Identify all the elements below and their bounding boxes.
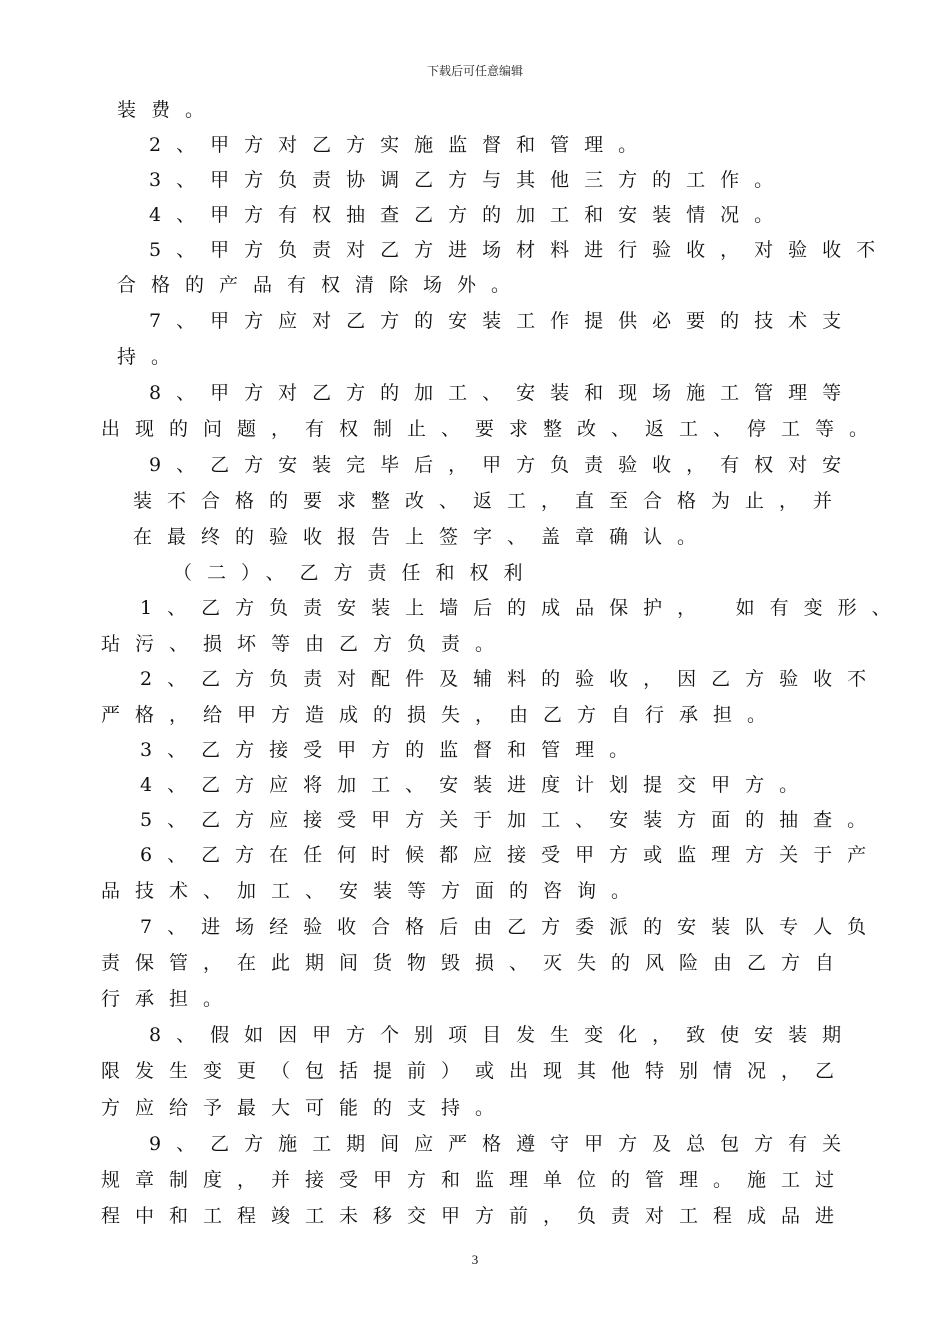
text-line: 8、甲方对乙方的加工、安装和现场施工管理等 [149, 382, 857, 404]
text-line: 4、乙方应将加工、安装进度计划提交甲方。 [140, 774, 814, 796]
text-line: 出现的问题，有权制止、要求整改、返工、停工等。 [101, 418, 884, 440]
text-line: 规章制度，并接受甲方和监理单位的管理。施工过 [101, 1169, 850, 1191]
text-line: 7、甲方应对乙方的安装工作提供必要的技术支 [149, 310, 857, 332]
text-line: 持。 [117, 346, 186, 368]
text-line: 4、甲方有权抽查乙方的加工和安装情况。 [149, 204, 789, 226]
text-line: 合格的产品有权清除场外。 [117, 274, 526, 296]
text-line: 装费。 [117, 99, 220, 121]
page-number: 3 [471, 1252, 479, 1267]
text-line: 5、乙方应接受甲方关于加工、安装方面的抽查。 [140, 809, 882, 831]
text-line: 3、甲方负责协调乙方与其他三方的工作。 [149, 169, 789, 191]
text-line: 3、乙方接受甲方的监督和管理。 [140, 739, 644, 761]
text-line: 9、乙方施工期间应严格遵守甲方及总包方有关 [149, 1133, 857, 1155]
page-header: 下载后可任意编辑 [426, 64, 523, 78]
text-line: 在最终的验收报告上签字、盖章确认。 [133, 526, 712, 548]
text-line: 2、乙方负责对配件及辅料的验收，因乙方验收不 [140, 668, 882, 690]
section-heading: （二）、乙方责任和权利 [173, 562, 538, 584]
text-line: 2、甲方对乙方实施监督和管理。 [149, 134, 653, 156]
text-line: 方应给予最大可能的支持。 [101, 1097, 510, 1119]
text-line: 1、乙方负责安装上墙后的成品保护， 如有变形、 [140, 597, 906, 619]
text-line: 6、乙方在任何时候都应接受甲方或监理方关于产 [140, 844, 882, 866]
text-line: 严格，给甲方造成的损失，由乙方自行承担。 [101, 704, 782, 726]
text-line: 8、假如因甲方个别项目发生变化，致使安装期 [149, 1024, 857, 1046]
text-line: 玷污、损坏等由乙方负责。 [101, 633, 510, 655]
text-line: 程中和工程竣工未移交甲方前，负责对工程成品进 [101, 1205, 850, 1227]
text-line: 5、甲方负责对乙方进场材料进行验收，对验收不 [149, 239, 891, 261]
text-line: 9、乙方安装完毕后，甲方负责验收，有权对安 [149, 454, 857, 476]
text-line: 限发生变更（包括提前）或出现其他特别情况，乙 [101, 1060, 850, 1082]
text-line: 7、进场经验收合格后由乙方委派的安装队专人负 [140, 916, 882, 938]
text-line: 装不合格的要求整改、返工，直至合格为止，并 [133, 490, 848, 512]
text-line: 责保管，在此期间货物毁损、灭失的风险由乙方自 [101, 952, 850, 974]
text-line: 行承担。 [101, 988, 238, 1010]
text-line: 品技术、加工、安装等方面的咨询。 [101, 880, 646, 902]
